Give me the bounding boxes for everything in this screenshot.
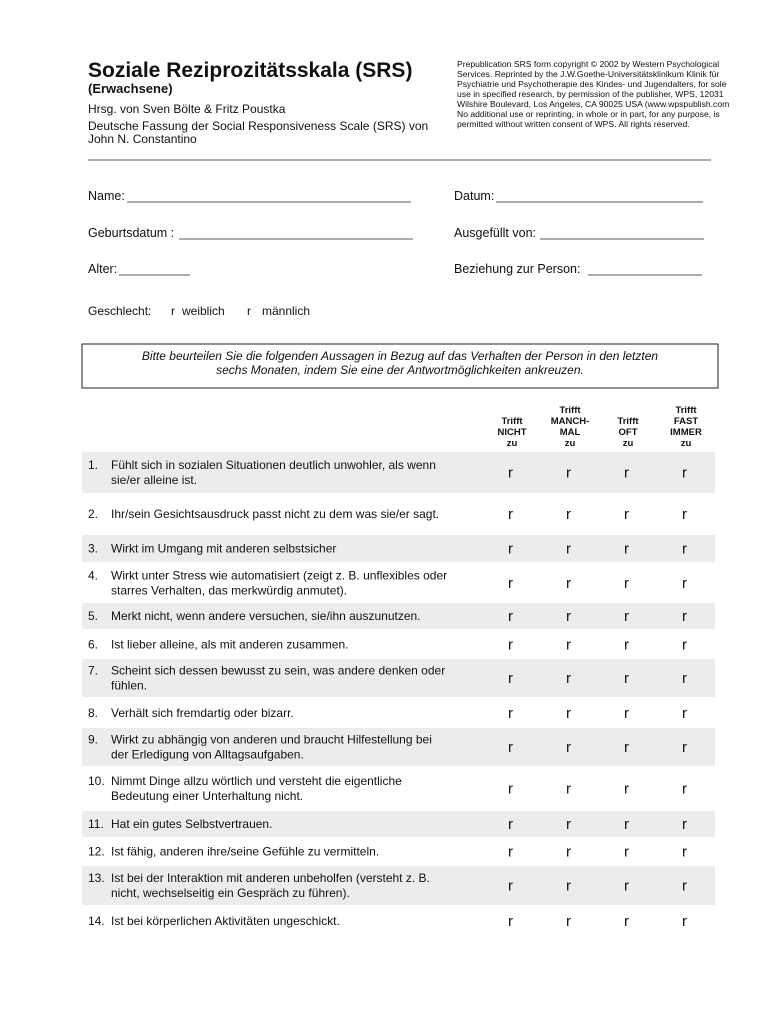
item-number: 11. [88,817,104,831]
item-text: Merkt nicht, wenn andere versuchen, sie/ihn auszunutzen. [111,609,421,623]
answer-checkbox[interactable]: r [624,636,629,654]
item-text: starres Verhalten, das merkwürdig anmutet). [111,583,348,598]
item-text: Ist fähig, anderen ihre/seine Gefühle zu vermitteln. [111,844,380,859]
item-text: Ihr/sein Gesichtsausdruck passt nicht zu dem was sie/er sagt. [111,507,440,521]
answer-checkbox[interactable]: r [624,816,629,833]
column-header-text: zu [506,438,518,449]
answer-checkbox[interactable]: r [508,670,513,687]
column-header-text: Trifft [559,405,581,416]
answer-checkbox[interactable]: r [566,540,571,558]
answer-checkbox[interactable]: r [566,877,571,895]
description-line-1: Deutsche Fassung der Social Responsiveness Scale (SRS) von [88,119,429,133]
answer-checkbox[interactable]: r [682,636,687,654]
item-number: 6. [88,637,99,652]
item-text: nicht, wechselseitig ein Gespräch zu führen). [111,886,350,900]
item-text: Nimmt Dinge allzu wörtlich und versteht die eigentliche [111,774,402,788]
answer-checkbox[interactable]: r [508,877,513,895]
answer-checkbox[interactable]: r [624,575,629,592]
answer-checkbox[interactable]: r [508,636,513,654]
column-header-text: MAL [559,427,581,438]
item-number: 13. [88,871,105,885]
answer-checkbox[interactable]: r [566,739,571,756]
name-label: Name: [88,189,125,203]
gender-label: Geschlecht: [88,304,152,318]
answer-checkbox[interactable]: r [508,780,513,798]
gender-option-male-label: männlich [262,304,311,318]
answer-checkbox[interactable]: r [566,913,571,930]
item-number: 10. [88,774,105,788]
answer-checkbox[interactable]: r [624,843,629,861]
answer-checkbox[interactable]: r [682,506,687,523]
answer-checkbox[interactable]: r [566,575,571,592]
answer-checkbox[interactable]: r [508,913,513,930]
copyright-line: Wilshire Boulevard, Los Angeles, CA 90025 USA (www.wpspublish.com [457,99,730,109]
birthdate-label: Geburtsdatum : [88,226,175,240]
column-header-text: Trifft [617,416,639,427]
copyright-line: permitted without written consent of WPS. All rights reserved. [457,119,690,129]
answer-checkbox[interactable]: r [624,780,629,798]
column-header-text: IMMER [670,427,702,438]
item-number: 2. [88,507,99,521]
table-row [82,535,715,562]
table-row [82,452,715,493]
datum-label: Datum: [454,189,495,203]
item-text: Wirkt zu abhängig von anderen und braucht Hilfestellung bei [111,732,432,747]
item-number: 1. [88,458,99,472]
answer-checkbox[interactable]: r [682,913,687,930]
answer-checkbox[interactable]: r [566,636,571,654]
gender-option-female-label: weiblich [182,304,225,318]
gender-option-female-box[interactable]: r [171,304,175,318]
item-number: 5. [88,609,99,623]
item-number: 7. [88,663,99,678]
answer-checkbox[interactable]: r [566,464,571,482]
answer-checkbox[interactable]: r [682,739,687,756]
answer-checkbox[interactable]: r [566,670,571,687]
item-text: fühlen. [111,678,148,693]
column-header-text: zu [680,438,692,449]
copyright-line: use in specified research, by permission of the publisher, WPS, 12031 [457,89,724,99]
column-header-text: NICHT [497,427,527,438]
column-header-text: MANCH- [550,416,590,427]
answer-checkbox[interactable]: r [624,540,629,558]
relationship-label: Beziehung zur Person: [454,262,581,276]
answer-checkbox[interactable]: r [508,506,513,523]
column-header-text: zu [564,438,576,449]
answer-checkbox[interactable]: r [682,843,687,861]
answer-checkbox[interactable]: r [508,608,513,625]
answer-checkbox[interactable]: r [682,780,687,798]
copyright-line: Prepublication SRS form copyright © 2002 by Western Psychological [457,59,720,69]
answer-checkbox[interactable]: r [682,608,687,625]
answer-checkbox[interactable]: r [566,780,571,798]
item-text: Bedeutung einer Unterhaltung nicht. [111,789,304,803]
table-row [82,811,715,837]
item-text: Ist bei der Interaktion mit anderen unbeholfen (versteht z. B. [111,871,430,885]
answer-checkbox[interactable]: r [508,816,513,833]
answer-checkbox[interactable]: r [682,816,687,833]
item-text: Ist bei körperlichen Aktivitäten ungeschickt. [111,914,340,928]
gender-field [88,304,310,318]
answer-checkbox[interactable]: r [624,670,629,687]
column-header-text: Trifft [675,405,697,416]
answer-checkbox[interactable]: r [566,843,571,861]
instruction-line-2: sechs Monaten, indem Sie eine der Antwortmöglichkeiten ankreuzen. [216,363,584,377]
item-text: Wirkt unter Stress wie automatisiert (zeigt z. B. unflexibles oder [111,568,448,583]
item-text: Wirkt im Umgang mit anderen selbstsicher [111,541,337,556]
answer-checkbox[interactable]: r [624,913,629,930]
table-row [82,728,715,766]
item-number: 8. [88,706,99,720]
item-text: sie/er alleine ist. [111,473,198,487]
column-header-text: zu [622,438,634,449]
answer-checkbox[interactable]: r [566,816,571,833]
copyright-line: Psychiatrie und Psychotherapie des Kindes- und Jugendalters, for sole [457,79,727,89]
item-text: Hat ein gutes Selbstvertrauen. [111,817,273,831]
answer-checkbox[interactable]: r [624,608,629,625]
answer-checkbox[interactable]: r [682,464,687,482]
answer-checkbox[interactable]: r [566,705,571,722]
item-number: 4. [88,568,99,583]
item-text: Ist lieber alleine, als mit anderen zusammen. [111,637,349,652]
column-header-text: Trifft [501,416,523,427]
item-number: 12. [88,844,105,859]
item-text: Fühlt sich in sozialen Situationen deutlich unwohler, als wenn [111,458,436,472]
answer-checkbox[interactable]: r [508,575,513,592]
copyright-line: No additional use or reprinting, in whole or in part, for any purpose, is [457,109,720,119]
column-header-text: OFT [618,427,638,438]
item-text: Scheint sich dessen bewusst zu sein, was andere denken oder [111,663,446,678]
answer-checkbox[interactable]: r [624,739,629,756]
table-row [82,659,715,697]
answer-checkbox[interactable]: r [508,739,513,756]
answer-checkbox[interactable]: r [624,705,629,722]
table-row [82,866,715,905]
answer-checkbox[interactable]: r [682,670,687,687]
answer-checkbox[interactable]: r [682,877,687,895]
answer-checkbox[interactable]: r [508,540,513,558]
answer-checkbox[interactable]: r [682,705,687,722]
form-title: Soziale Reziprozitätsskala (SRS) [88,59,413,82]
answer-checkbox[interactable]: r [508,464,513,482]
description-line-2: John N. Constantino [88,132,197,146]
answer-checkbox[interactable]: r [624,877,629,895]
item-number: 9. [88,732,99,747]
copyright-line: Services. Reprinted by the J.W.Goethe-Universitätsklinikum Klinik für [457,69,720,79]
column-header-text: FAST [673,416,699,427]
instruction-line-1: Bitte beurteilen Sie die folgenden Aussagen in Bezug auf das Verhalten der Person in den letzten [141,349,659,363]
editors-line: Hrsg. von Sven Bölte & Fritz Poustka [88,102,286,116]
gender-option-male-box[interactable]: r [247,304,251,318]
form-subtitle: (Erwachsene) [88,81,173,96]
answer-checkbox[interactable]: r [624,464,629,482]
completed-by-label: Ausgefüllt von: [454,226,536,240]
answer-checkbox[interactable]: r [508,705,513,722]
age-label: Alter: [88,262,118,276]
item-text: Verhält sich fremdartig oder bizarr. [111,706,294,720]
table-row [82,603,715,629]
item-number: 3. [88,541,99,556]
item-number: 14. [88,914,105,928]
answer-checkbox[interactable]: r [566,506,571,523]
answer-checkbox[interactable]: r [624,506,629,523]
item-text: der Erledigung von Alltagsaufgaben. [111,747,304,762]
answer-checkbox[interactable]: r [508,843,513,861]
answer-checkbox[interactable]: r [682,540,687,558]
answer-checkbox[interactable]: r [682,575,687,592]
answer-checkbox[interactable]: r [566,608,571,625]
copyright-notice [457,59,729,129]
